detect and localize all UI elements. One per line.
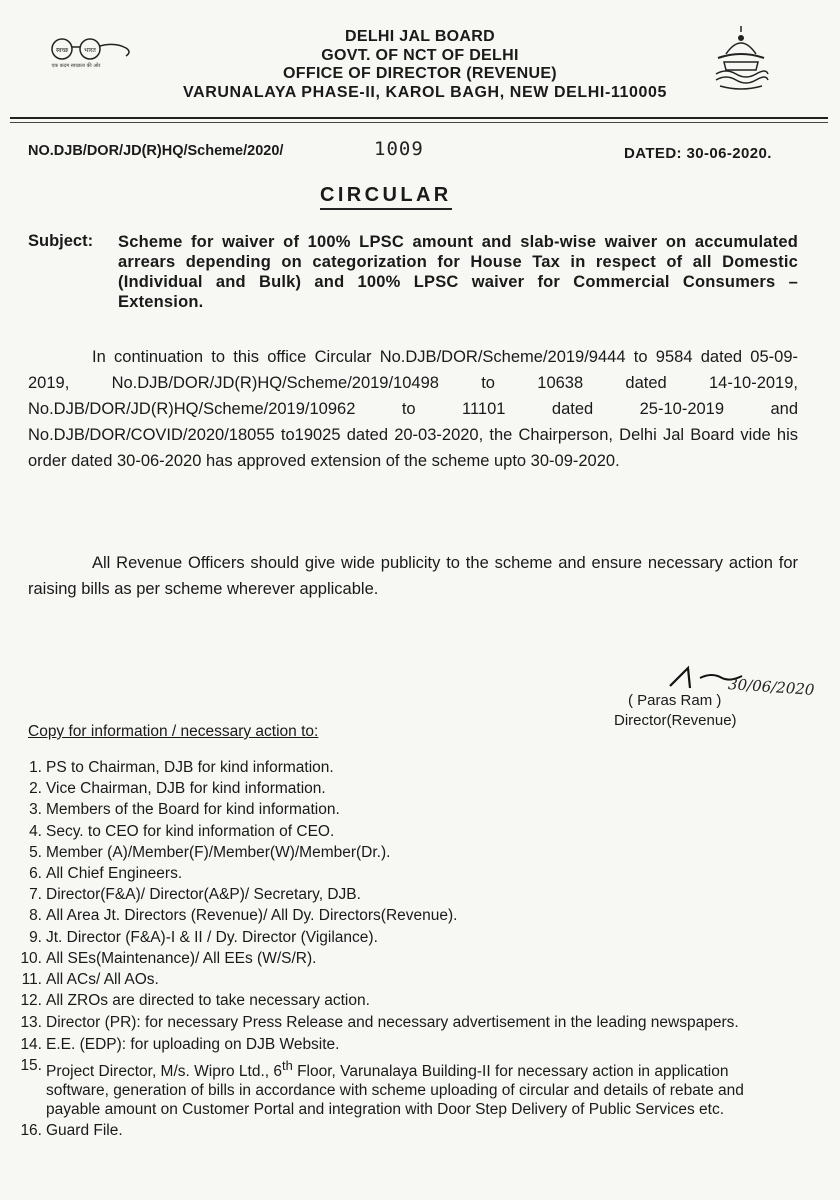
list-number: 6.	[29, 864, 42, 882]
signature-date: 30/06/2020	[727, 675, 815, 699]
copy-to-list	[14, 758, 784, 1142]
list-text: Guard File.	[46, 1121, 123, 1139]
header-address: VARUNALAYA PHASE-II, KAROL BAGH, NEW DELHI-110005	[182, 83, 667, 101]
list-item	[14, 885, 784, 905]
list-item	[14, 800, 784, 820]
list-number: 13.	[20, 1014, 42, 1032]
list-number: 14.	[20, 1035, 42, 1053]
list-number: 10.	[20, 949, 42, 967]
list-text: E.E. (EDP): for uploading on DJB Website.	[46, 1035, 340, 1053]
handwritten-number: 1009	[374, 138, 424, 160]
logo-text-a: स्वच्छ	[55, 47, 69, 54]
list-item	[14, 1035, 784, 1055]
logo-tagline: एक कदम स्वच्छता की ओर	[51, 63, 101, 69]
signatory-designation: Director(Revenue)	[614, 712, 737, 729]
list-text: PS to Chairman, DJB for kind information.	[46, 759, 334, 776]
header-org: DELHI JAL BOARD	[345, 28, 495, 45]
body-paragraph-2: All Revenue Officers should give wide publicity to the scheme and ensure necessary action for raising bills as per scheme wherever applicable.	[28, 554, 798, 598]
list-text: Director(F&A)/ Director(A&P)/ Secretary, DJB.	[46, 886, 361, 904]
body-paragraph-1: In continuation to this office Circular No.DJB/DOR/Scheme/2019/9444 to 9584 dated 05-09-2019, No.DJB/DOR/JD(R)HQ/Scheme/2019/10498 to 10638 dated 14-10-2019, No.DJB/DOR/JD(R)HQ/Scheme/2019/10962 to 11101 dated 25-10-2019 and No.DJB/DOR/COVID/2020/18055 to19025 dated 20-03-2020, the Chairperson, Delhi Jal Board vide his order dated 30-06-2020 has approved extension of the scheme upto 30-09-2020.	[28, 348, 798, 470]
list-text-part: Project Director, M/s. Wipro Ltd., 6	[46, 1063, 283, 1081]
list-number: 5.	[29, 843, 42, 861]
list-text: Members of the Board for kind information.	[46, 801, 340, 819]
logo-text-b: भारत	[84, 47, 96, 54]
list-number: 1.	[29, 759, 42, 776]
reference-number: NO.DJB/DOR/JD(R)HQ/Scheme/2020/	[28, 143, 284, 159]
circular-date: DATED: 30-06-2020.	[624, 145, 772, 162]
list-number: 4.	[29, 822, 42, 840]
list-number: 7.	[29, 886, 42, 904]
list-text: All SEs(Maintenance)/ All EEs (W/S/R).	[46, 949, 317, 967]
copy-to-heading: Copy for information / necessary action to:	[28, 723, 319, 740]
list-item	[14, 822, 784, 842]
signature-block	[610, 664, 815, 734]
header-govt: GOVT. OF NCT OF DELHI	[321, 46, 519, 64]
list-item	[14, 949, 784, 969]
header-divider-thin	[10, 122, 828, 123]
list-item	[14, 906, 784, 926]
list-text: All Area Jt. Directors (Revenue)/ All Dy. Directors(Revenue).	[46, 907, 458, 925]
list-text: Jt. Director (F&A)-I & II / Dy. Director (Vigilance).	[46, 928, 378, 946]
list-item	[14, 1121, 784, 1141]
list-text: All ZROs are directed to take necessary action.	[46, 992, 370, 1010]
list-number: 16.	[20, 1121, 42, 1139]
list-number: 8.	[29, 907, 42, 925]
list-text: Secy. to CEO for kind information of CEO.	[46, 822, 335, 840]
header-divider	[10, 117, 828, 119]
list-text-part: Floor, Varunalaya Building-II for necessary action in application software, generation of bills in accordance with scheme uploading of circular and details of rebate and payable amount on Customer Portal and integration with Door Step Delivery of Public Services etc.	[46, 1063, 744, 1119]
list-item	[14, 1012, 784, 1033]
list-number: 2.	[29, 780, 42, 798]
list-number: 15.	[20, 1057, 42, 1075]
list-number: 9.	[29, 928, 42, 946]
list-item	[14, 991, 784, 1011]
list-text: Vice Chairman, DJB for kind information.	[46, 780, 326, 798]
list-item	[14, 843, 784, 863]
list-text: Director (PR): for necessary Press Release and necessary advertisement in the leading newspapers.	[46, 1014, 739, 1032]
list-number: 12.	[20, 992, 42, 1010]
superscript: th	[282, 1058, 293, 1074]
list-item	[14, 864, 784, 884]
list-item	[14, 758, 784, 778]
page-title: CIRCULAR	[320, 184, 452, 210]
list-item	[14, 779, 784, 799]
list-number: 11.	[21, 970, 42, 988]
header-office: OFFICE OF DIRECTOR (REVENUE)	[283, 65, 557, 82]
signatory-name: ( Paras Ram )	[628, 692, 722, 709]
list-text: All Chief Engineers.	[46, 864, 183, 882]
list-item	[14, 928, 784, 948]
list-item	[14, 1056, 784, 1119]
list-text: Member (A)/Member(F)/Member(W)/Member(Dr.).	[46, 843, 391, 861]
list-text: All ACs/ All AOs.	[46, 970, 159, 988]
letterhead	[0, 28, 840, 102]
list-number: 3.	[29, 801, 42, 819]
subject-label: Subject:	[28, 232, 94, 250]
list-item	[14, 970, 784, 990]
subject-text: Scheme for waiver of 100% LPSC amount and slab-wise waiver on accumulated arrears depending on categorization for House Tax in respect of all Domestic (Individual and Bulk) and 100% LPSC waiver for Commercial Consumers – Extension.	[118, 233, 798, 311]
